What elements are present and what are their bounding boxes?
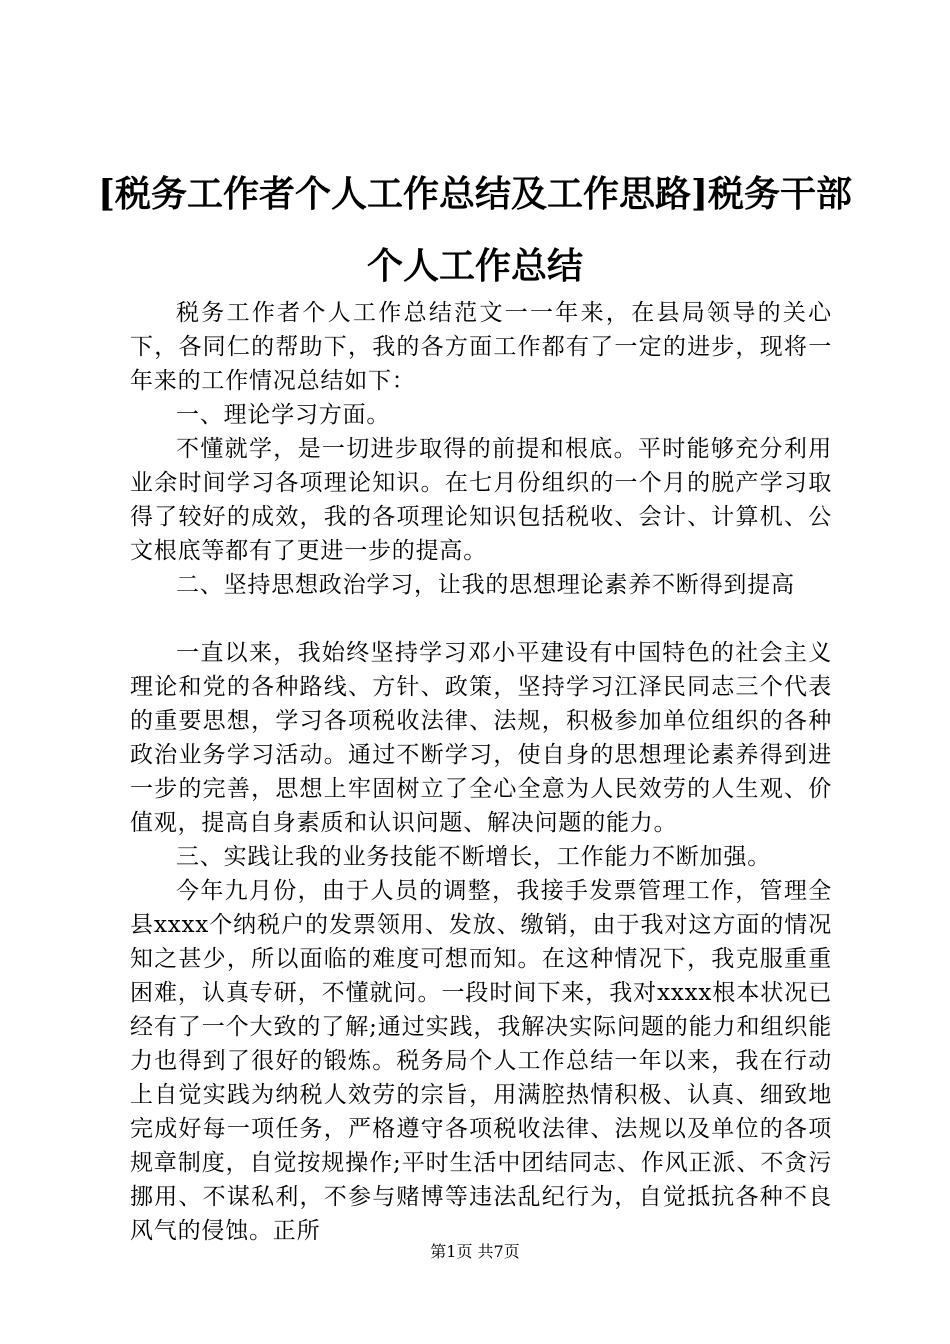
section-heading-2: 二、坚持思想政治学习，让我的思想理论素养不断得到提高 [176,572,795,598]
section-heading-3: 三、实践让我的业务技能不断增长，工作能力不断加强。 [176,844,771,870]
paragraph-theory-study: 不懂就学，是一切进步取得的前提和根底。平时能够充分利用业余时间学习各项理论知识。在七月份组织的一个月的脱产学习取得了较好的成效，我的各项理论知识包括税收、会计、计算机、公文根底等都有了更进一步的提高。 [130,436,832,564]
section-heading-1: 一、理论学习方面。 [176,402,391,428]
paragraph-practice: 今年九月份，由于人员的调整，我接手发票管理工作，管理全县xxxx个纳税户的发票领用、发放、缴销，由于我对这方面的情况知之甚少，所以面临的难度可想而知。在这种情况下，我克服重重困难，认真专研，不懂就问。一段时间下来，我对xxxx根本状况已经有了一个大致的了解;通过实践，我解决实际问题的能力和组织能力也得到了很好的锻炼。税务局个人工作总结一年以来，我在行动上自觉实践为纳税人效劳的宗旨，用满腔热情积极、认真、细致地完成好每一项任务，严格遵守各项税收法律、法规以及单位的各项规章制度，自觉按规操作;平时生活中团结同志、作风正派、不贪污挪用、不谋私利，不参与赌博等违法乱纪行为，自觉抵抗各种不良风气的侵蚀。正所 [130,878,832,1244]
paragraph-intro: 税务工作者个人工作总结范文一一年来，在县局领导的关心下，各同仁的帮助下，我的各方面工作都有了一定的进步，现将一年来的工作情况总结如下： [130,300,832,394]
document-title: [税务工作者个人工作总结及工作思路]税务干部个人工作总结 [97,173,853,287]
paragraph-political-study: 一直以来，我始终坚持学习邓小平建设有中国特色的社会主义理论和党的各种路线、方针、政策，坚持学习江泽民同志三个代表的重要思想，学习各项税收法律、法规，积极参加单位组织的各种政治业务学习活动。通过不断学习，使自身的思想理论素养得到进一步的完善，思想上牢固树立了全心全意为人民效劳的人生观、价值观，提高自身素质和认识问题、解决问题的能力。 [130,640,832,836]
page-footer: 第1页 共7页 [430,1242,520,1261]
document-body [130,296,832,1248]
